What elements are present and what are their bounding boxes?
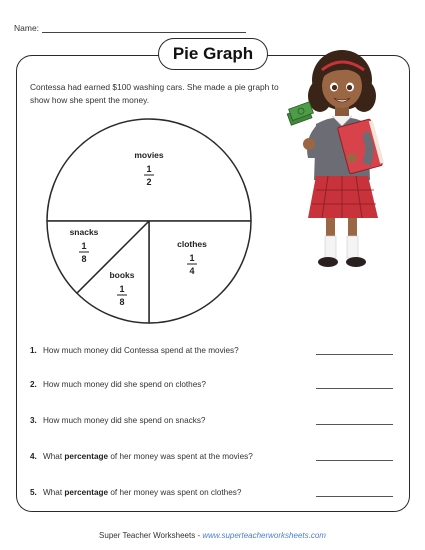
question-text: How much money did Contessa spend at the movies? <box>43 346 239 355</box>
question-text: What percentage of her money was spent on clothes? <box>43 488 242 497</box>
slice-numerator: 1 <box>81 241 87 251</box>
question-emphasis: percentage <box>64 452 109 461</box>
name-label: Name: <box>14 23 40 33</box>
slice-denominator: 2 <box>146 177 152 187</box>
intro-text: Contessa had earned $100 washing cars. She made a pie graph to show how she spent the money. <box>30 82 279 105</box>
page-title <box>158 38 268 70</box>
slice-denominator: 8 <box>81 254 87 264</box>
question-text: What percentage of her money was spent at the movies? <box>43 452 253 461</box>
page-title-text: Pie Graph <box>172 44 254 63</box>
footer-brand: Super Teacher Worksheets - <box>99 531 203 540</box>
slice-denominator: 4 <box>189 266 195 276</box>
question-emphasis: percentage <box>64 488 109 497</box>
footer-site-link[interactable]: www.superteacherworksheets.com <box>202 531 326 540</box>
slice-name: clothes <box>177 239 207 249</box>
slice-numerator: 1 <box>146 164 152 174</box>
slice-name: snacks <box>69 227 99 237</box>
question-number: 1. <box>30 346 37 355</box>
girl-illustration <box>282 40 394 280</box>
slice-numerator: 1 <box>189 253 195 263</box>
question-text: How much money did she spend on snacks? <box>43 416 206 425</box>
slice-name: books <box>109 270 135 280</box>
pie-slice-clothes <box>149 221 251 323</box>
slice-denominator: 8 <box>119 297 125 307</box>
question-number: 3. <box>30 416 37 425</box>
slice-name: movies <box>134 150 164 160</box>
question-text: How much money did she spend on clothes? <box>43 380 206 389</box>
question-number: 4. <box>30 452 37 461</box>
question-number: 2. <box>30 380 37 389</box>
question-number: 5. <box>30 488 37 497</box>
slice-numerator: 1 <box>119 284 125 294</box>
